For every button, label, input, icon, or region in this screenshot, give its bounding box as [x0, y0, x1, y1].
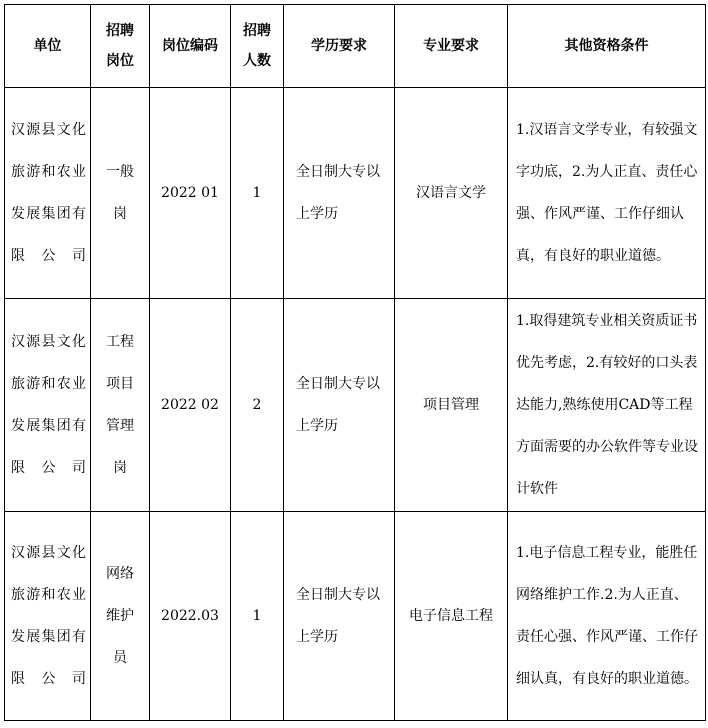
cell-post: 一般岗 [91, 88, 150, 299]
header-post-code: 岗位编码 [150, 5, 231, 88]
cell-major: 项目管理 [395, 299, 508, 512]
cell-other: 1.汉语言文学专业，有较强文字功底，2.为人正直、责任心强、作风严谨、工作仔细认真，有良好的职业道德。 [508, 88, 706, 299]
cell-unit: 汉源县文化旅游和农业发展集团有限公司 [5, 88, 91, 299]
cell-education: 全日制大专以上学历 [284, 299, 395, 512]
table-row [5, 299, 706, 512]
header-row [5, 5, 706, 88]
cell-post: 网络维护员 [91, 512, 150, 721]
header-other: 其他资格条件 [508, 5, 706, 88]
cell-count: 1 [231, 512, 284, 721]
cell-post-code: 2022 01 [150, 88, 231, 299]
header-major: 专业要求 [395, 5, 508, 88]
cell-post-code: 2022 02 [150, 299, 231, 512]
recruitment-table [4, 4, 706, 721]
cell-unit: 汉源县文化旅游和农业发展集团有限公司 [5, 512, 91, 721]
header-education: 学历要求 [284, 5, 395, 88]
cell-other: 1.电子信息工程专业，能胜任网络维护工作.2.为人正直、责任心强、作风严谨、工作仔细认真，有良好的职业道德。 [508, 512, 706, 721]
table-row [5, 88, 706, 299]
cell-post-code: 2022.03 [150, 512, 231, 721]
cell-unit: 汉源县文化旅游和农业发展集团有限公司 [5, 299, 91, 512]
cell-education: 全日制大专以上学历 [284, 88, 395, 299]
header-count: 招聘人数 [231, 5, 284, 88]
cell-education: 全日制大专以上学历 [284, 512, 395, 721]
table-row [5, 512, 706, 721]
cell-post: 工程项目管理岗 [91, 299, 150, 512]
cell-other: 1.取得建筑专业相关资质证书优先考虑，2.有较好的口头表达能力,熟练使用CAD等工程方面需要的办公软件等专业设计软件 [508, 299, 706, 512]
cell-major: 汉语言文学 [395, 88, 508, 299]
cell-count: 2 [231, 299, 284, 512]
cell-major: 电子信息工程 [395, 512, 508, 721]
header-unit: 单位 [5, 5, 91, 88]
header-post: 招聘岗位 [91, 5, 150, 88]
cell-count: 1 [231, 88, 284, 299]
